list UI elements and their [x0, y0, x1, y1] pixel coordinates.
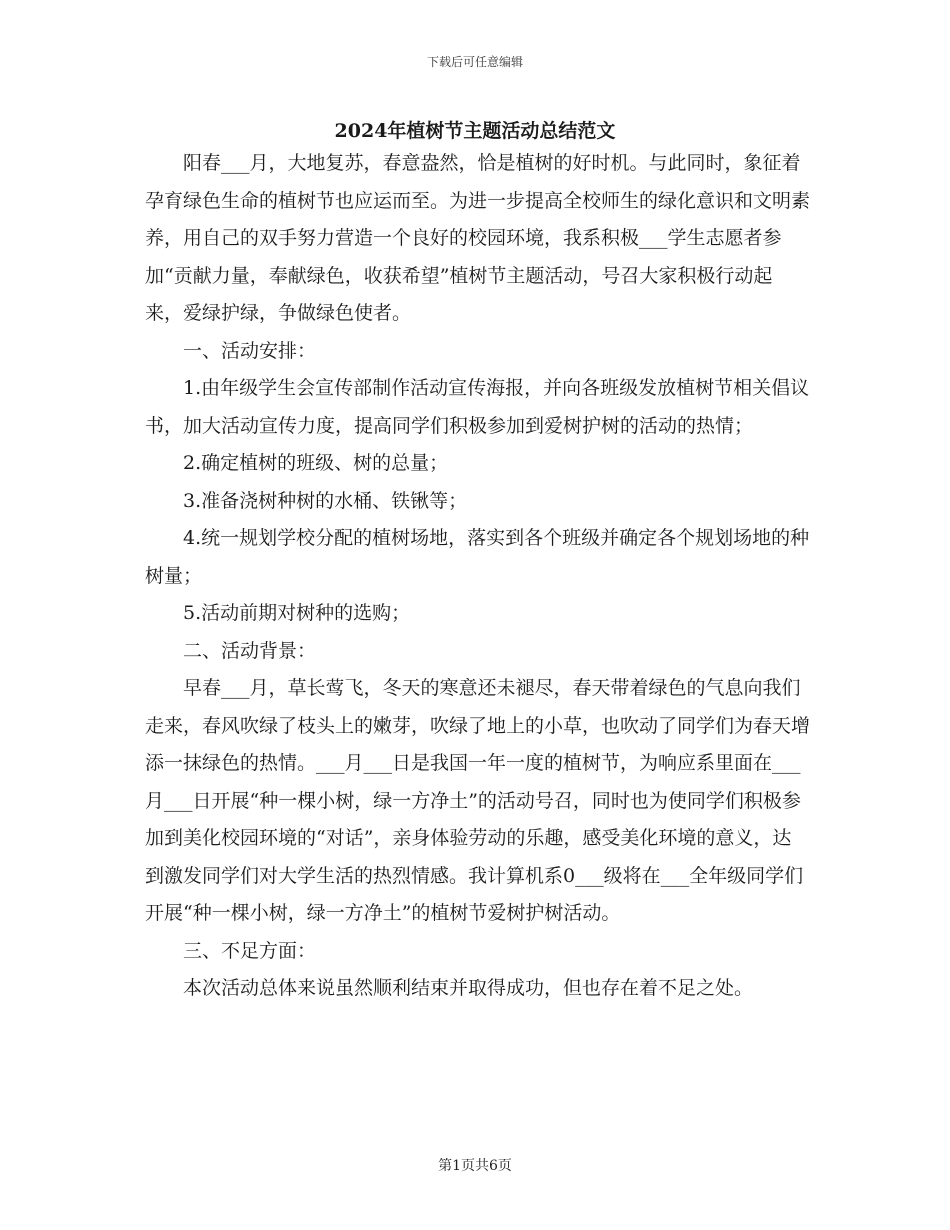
page-header-note: 下载后可任意编辑 — [426, 55, 523, 69]
arrangement-item-4: 4.统一规划学校分配的植树场地，落实到各个班级并确定各个规划场地的种树量； — [145, 527, 810, 587]
arrangement-item-3: 3.准备浇树种树的水桶、铁锹等； — [183, 489, 468, 512]
document-body — [145, 145, 810, 1008]
section-heading-arrangement: 一、活动安排： — [183, 339, 317, 362]
arrangement-item-5: 5.活动前期对树种的选购； — [183, 602, 411, 624]
document-title: 2024年植树节主题活动总结范文 — [334, 120, 616, 142]
background-paragraph: 早春___月，草长莺飞，冬天的寒意还未褪尽，春天带着绿色的气息向我们走来，春风吹绿了枝头上的嫩芽，吹绿了地上的小草，也吹动了同学们为春天增添一抹绿色的热情。___月___日是我国一年一度的植树节，为响应系里面在___月___日开展“种一棵小树，绿一方净土”的活动号召，同时也为使同学们积极参加到美化校园环境的“对话”，亲身体验劳动的乐趣，感受美化环境的意义，达到激发同学们对大学生活的热烈情感。我计算机系0___级将在___全年级同学们开展“种一棵小树，绿一方净土”的植树节爱树护树活动。 — [145, 677, 811, 924]
page-number: 第1页共6页 — [438, 1158, 512, 1174]
shortcomings-paragraph: 本次活动总体来说虽然顺利结束并取得成功，但也存在着不足之处。 — [183, 977, 754, 999]
section-heading-shortcomings: 三、不足方面： — [183, 939, 317, 962]
arrangement-item-2: 2.确定植树的班级、树的总量； — [183, 452, 449, 474]
intro-paragraph: 阳春___月，大地复苏，春意盎然，恰是植树的好时机。与此同时，象征着孕育绿色生命的植树节也应运而至。为进一步提高全校师生的绿化意识和文明素养，用自己的双手努力营造一个良好的校园环境，我系积极___学生志愿者参加“贡献力量，奉献绿色，收获希望”植树节主题活动，号召大家积极行动起来，爱绿护绿，争做绿色使者。 — [145, 152, 811, 324]
section-heading-background: 二、活动背景： — [183, 639, 317, 662]
arrangement-item-1: 1.由年级学生会宣传部制作活动宣传海报，并向各班级发放植树节相关倡议书，加大活动宣传力度，提高同学们积极参加到爱树护树的活动的热情； — [145, 377, 810, 437]
